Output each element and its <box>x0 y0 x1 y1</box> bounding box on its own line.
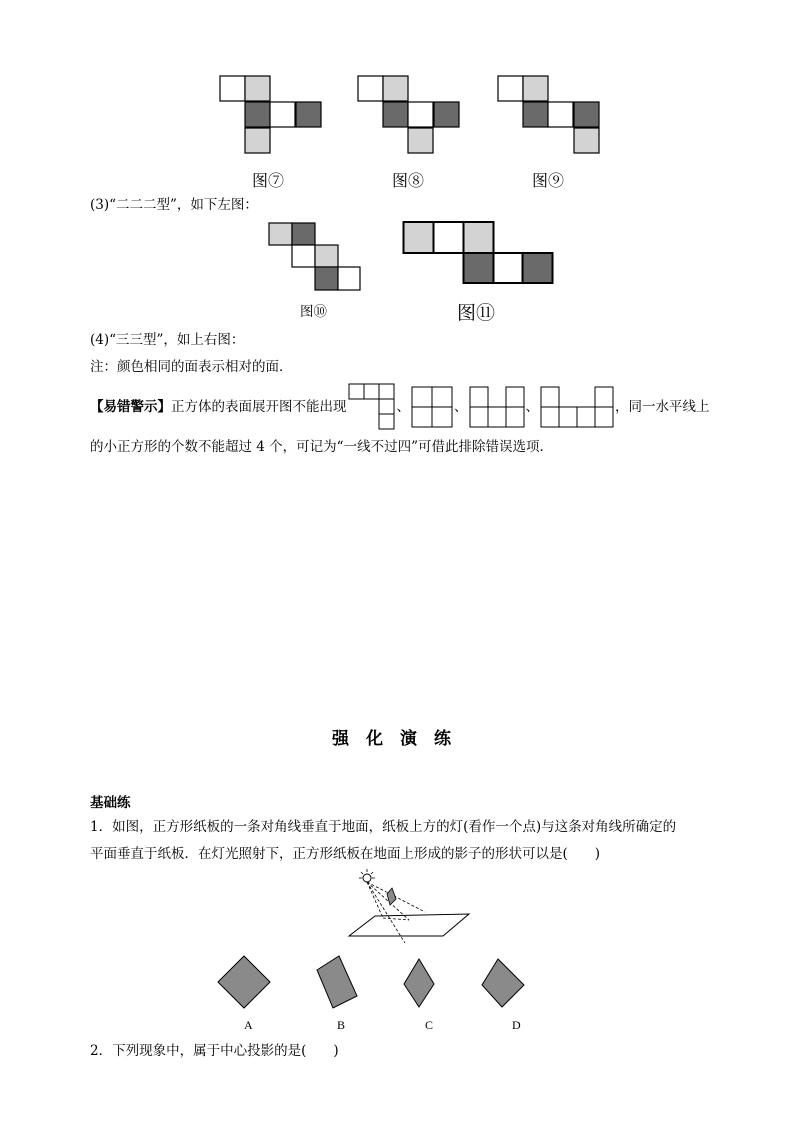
item-3-text: (3)“二二二型”，如下左图： <box>90 197 258 213</box>
figure-9-caption: 图⑨ <box>532 171 565 190</box>
invalid-net-3 <box>469 386 525 428</box>
question-2-line-1: 2．下列现象中，属于中心投影的是( ) <box>90 1043 339 1059</box>
figure-9-net <box>497 75 603 155</box>
option-d-shape <box>480 957 526 1009</box>
lamp-icon <box>359 869 375 882</box>
separator: 、 <box>454 399 468 415</box>
figure-8-net <box>357 75 463 155</box>
figure-11-caption: 图⑪ <box>457 302 496 324</box>
warning-line <box>90 384 710 430</box>
invalid-net-1 <box>348 383 396 431</box>
figure-10-net <box>268 222 362 292</box>
option-b-shape <box>315 954 359 1010</box>
note-text: 注：颜色相同的面表示相对的面． <box>90 359 293 375</box>
separator: 、 <box>525 399 539 415</box>
invalid-net-2 <box>411 386 453 428</box>
figure-7-caption: 图⑦ <box>252 171 285 190</box>
warning-text-post: ，同一水平线上 <box>615 399 710 415</box>
figure-7-net <box>219 75 325 155</box>
warning-text-pre: 正方体的表面展开图不能出现 <box>171 399 347 415</box>
warning-line-2: 的小正方形的个数不能超过 4 个，可记为“一线不过四”可借此排除错误选项． <box>90 439 553 455</box>
item-4-text: (4)“三三型”，如上右图： <box>90 332 245 348</box>
option-a-label: A <box>244 1018 253 1032</box>
option-d-label: D <box>512 1018 521 1032</box>
warning-tag: 【易错警示】 <box>90 399 171 415</box>
option-c-label: C <box>425 1018 434 1032</box>
invalid-net-4 <box>540 386 614 428</box>
separator: 、 <box>396 399 410 415</box>
figure-8-caption: 图⑧ <box>392 171 425 190</box>
ground-plane <box>349 914 469 936</box>
lamp-board-diagram <box>345 868 475 944</box>
square-board <box>387 888 396 905</box>
figure-10-caption: 图⑩ <box>300 304 327 320</box>
question-1-line-1: 1．如图，正方形纸板的一条对角线垂直于地面，纸板上方的灯(看作一个点)与这条对角线所确定的 <box>90 819 677 835</box>
option-a-shape <box>216 954 272 1010</box>
basic-label: 基础练 <box>90 795 131 811</box>
section-title: 强化演练 <box>332 729 468 749</box>
option-b-label: B <box>337 1018 346 1032</box>
option-c-shape <box>402 957 436 1009</box>
question-1-line-2: 平面垂直于纸板．在灯光照射下，正方形纸板在地面上形成的影子的形状可以是( ) <box>90 846 601 862</box>
figure-11-net <box>402 220 554 285</box>
